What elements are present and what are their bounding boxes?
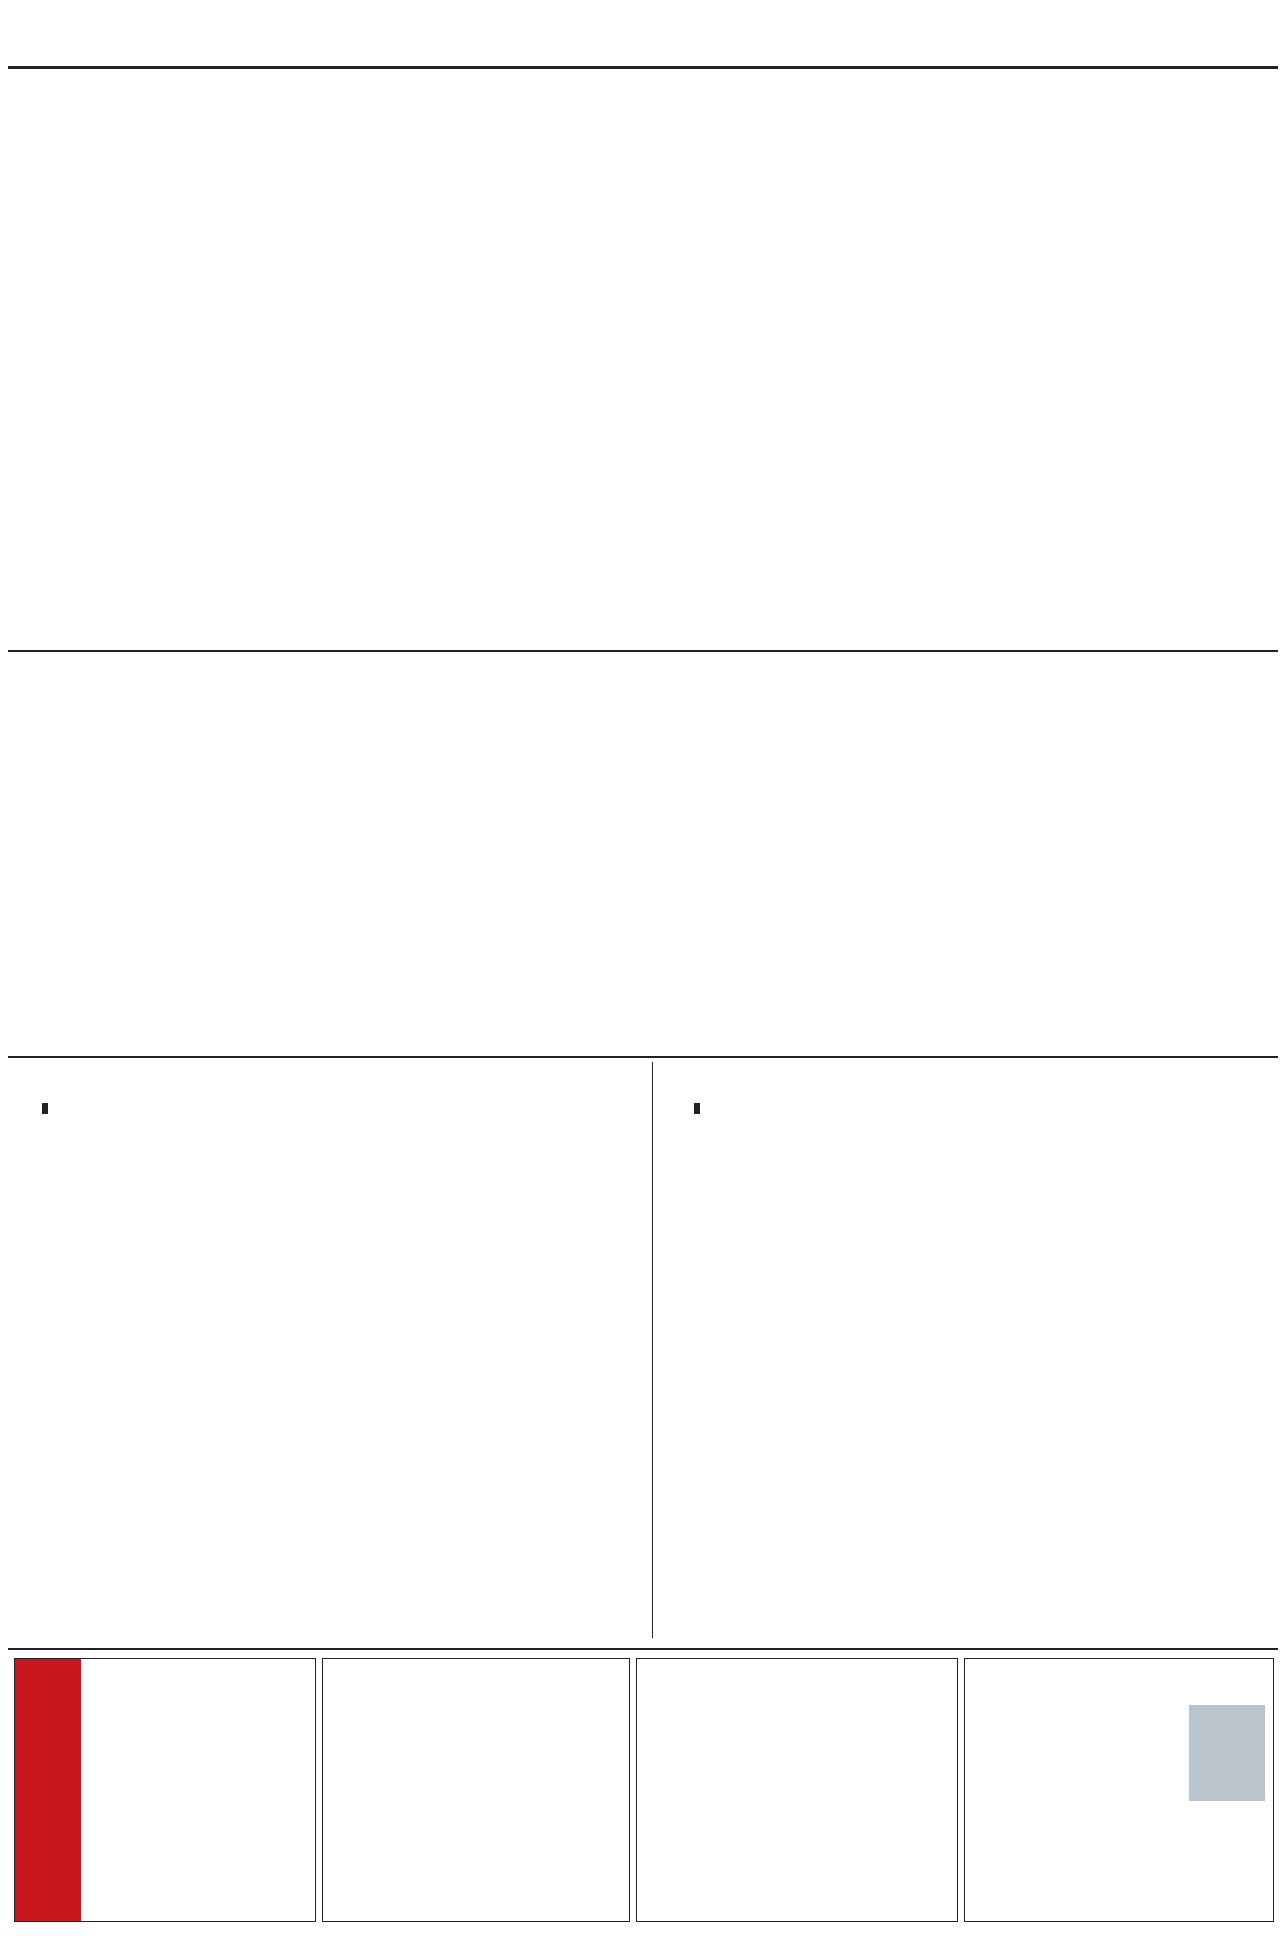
section-left-col1 (20, 1100, 316, 1640)
auction-body (323, 1665, 629, 1673)
auction-ad (322, 1658, 630, 1922)
divider-2 (8, 1056, 1278, 1058)
debt-transfer-ad (636, 1658, 958, 1922)
recruit-body (89, 1665, 307, 1669)
section-right-col1 (672, 1100, 960, 1640)
section-left-col2 (334, 1100, 630, 1640)
article2-col4 (778, 768, 1013, 1048)
missing-body (973, 1705, 1177, 1855)
article1-col4 (778, 192, 1013, 640)
header-rule (8, 66, 1278, 69)
debt-body (637, 1665, 957, 1673)
article2-col2 (273, 768, 508, 1048)
article1-col2 (273, 192, 508, 640)
section-left-body (20, 1100, 630, 1640)
article1-col5 (1031, 192, 1266, 640)
article2-col1 (20, 768, 255, 1048)
article2-col5 (1031, 768, 1266, 1048)
vertical-divider (652, 1062, 653, 1638)
article2-col3 (526, 768, 761, 1048)
section-right-body (672, 1100, 1266, 1640)
missing-person-ad (964, 1658, 1274, 1922)
recruit-banner (15, 1659, 81, 1921)
source-tag (694, 1103, 700, 1114)
recruit-ad (14, 1658, 316, 1922)
source-tag (42, 1103, 48, 1114)
divider-3 (8, 1648, 1278, 1650)
article1-body (20, 192, 1266, 640)
article1-col3 (526, 192, 761, 640)
section-right-col2 (978, 1100, 1266, 1640)
divider-1 (8, 650, 1278, 652)
article1-col1 (20, 192, 255, 640)
article2-body (20, 768, 1266, 1048)
person-photo (1189, 1705, 1265, 1801)
